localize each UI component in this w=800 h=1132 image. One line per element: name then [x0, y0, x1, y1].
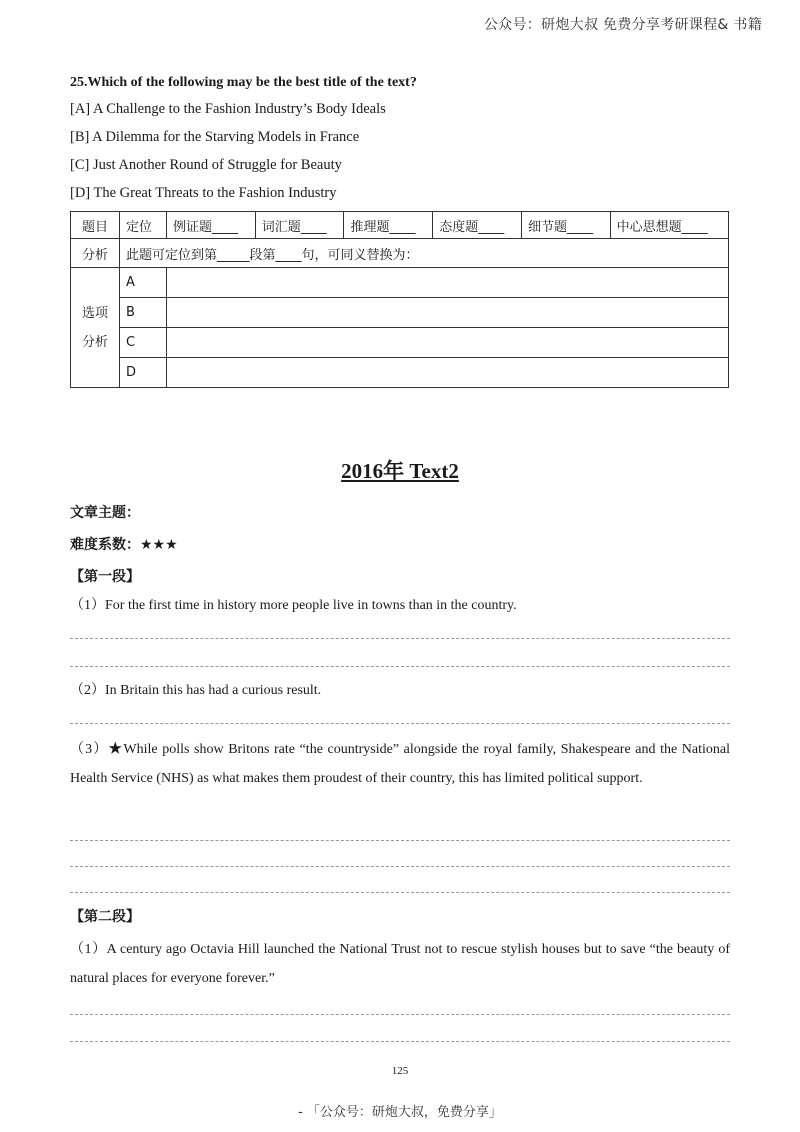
type-inference: 推理题____ — [344, 212, 433, 239]
answer-line[interactable] — [70, 840, 730, 841]
answer-line[interactable] — [70, 666, 730, 667]
section-label-1: 【第一段】 — [70, 569, 140, 585]
option-d: [D] The Great Threats to the Fashion Industry — [70, 185, 337, 201]
option-letter-a: A — [120, 268, 167, 298]
option-d-analysis[interactable] — [167, 358, 729, 388]
answer-line[interactable] — [70, 892, 730, 893]
difficulty-label: 难度系数：★★★ — [70, 537, 178, 553]
header-watermark: 公众号：研炮大叔 免费分享考研课程& 书籍 — [483, 17, 762, 33]
option-c: [C] Just Another Round of Struggle for Beauty — [70, 157, 342, 173]
option-a-analysis[interactable] — [167, 268, 729, 298]
table-label-analysis: 分析 — [71, 239, 120, 268]
sentence-1-3: （3）★While polls show Britons rate “the countryside” alongside the royal family, Shakespeare and the National Health Service (NHS) as what makes them proudest of their country, this has limited political support. — [70, 742, 730, 786]
sentence-2-1: （1）A century ago Octavia Hill launched the National Trust not to rescue stylish houses but to save “the beauty of natural places for everyone forever.” — [70, 942, 730, 986]
option-b-analysis[interactable] — [167, 298, 729, 328]
sentence-1-2: （2）In Britain this has had a curious result. — [70, 683, 322, 698]
type-attitude: 态度题____ — [433, 212, 522, 239]
options-analysis-label — [71, 268, 120, 388]
answer-line[interactable] — [70, 638, 730, 639]
option-a: [A] A Challenge to the Fashion Industry’s Body Ideals — [70, 101, 386, 117]
page-number: 125 — [391, 1065, 409, 1077]
options-label-line2: 分析 — [81, 334, 108, 350]
theme-label: 文章主题： — [70, 505, 140, 521]
answer-line[interactable] — [70, 1041, 730, 1042]
answer-line[interactable] — [70, 1014, 730, 1015]
option-b: [B] A Dilemma for the Starving Models in France — [70, 129, 360, 145]
type-detail: 细节题____ — [521, 212, 610, 239]
table-label-question: 题目 — [71, 212, 120, 239]
text-heading: 2016年 Text2 — [341, 459, 459, 483]
locate-text: 此题可定位到第_____段第____句，可同义替换为： — [120, 239, 729, 268]
footer-watermark: - 「公众号：研炮大叔，免费分享」 — [298, 1105, 502, 1120]
type-locate: 定位 — [120, 212, 167, 239]
option-c-analysis[interactable] — [167, 328, 729, 358]
analysis-table — [70, 211, 729, 388]
answer-line[interactable] — [70, 866, 730, 867]
sentence-1-1: （1）For the first time in history more people live in towns than in the country. — [70, 598, 517, 613]
type-vocab: 词汇题____ — [255, 212, 344, 239]
question-title: 25.Which of the following may be the best title of the text? — [70, 75, 417, 90]
options-label-line1: 选项 — [81, 305, 108, 321]
answer-line[interactable] — [70, 723, 730, 724]
section-label-2: 【第二段】 — [70, 909, 140, 925]
option-letter-b: B — [120, 298, 167, 328]
type-main-idea: 中心思想题____ — [610, 212, 728, 239]
type-example: 例证题____ — [167, 212, 256, 239]
option-letter-c: C — [120, 328, 167, 358]
option-letter-d: D — [120, 358, 167, 388]
